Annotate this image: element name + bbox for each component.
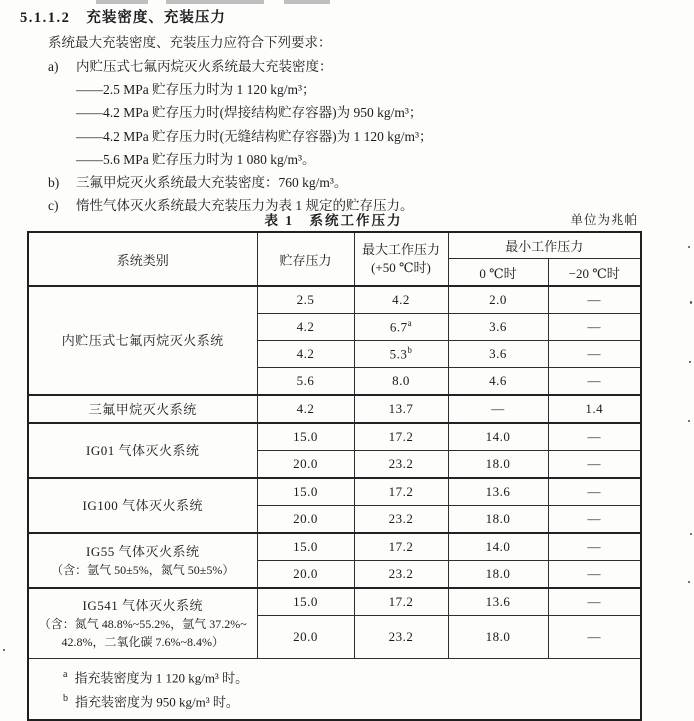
table-body (28, 286, 641, 659)
section-number: 5.1.1.2 (20, 10, 71, 26)
scan-speck (690, 533, 692, 535)
scan-artifact (166, 0, 264, 4)
footnote-marker: b (63, 693, 68, 705)
system-name-line: IG541 气体灭火系统 (82, 598, 203, 613)
min-m20c-cell: — (548, 506, 641, 534)
storage-pressure-cell: 15.0 (257, 423, 354, 451)
system-name-line: 内贮压式七氟丙烷灭火系统 (61, 333, 224, 348)
storage-pressure-cell: 4.2 (257, 314, 354, 341)
table-footnote (63, 664, 636, 688)
system-name-cell (28, 478, 257, 533)
min-m20c-cell: — (548, 533, 641, 561)
table-caption: 表 1 系统工作压力 (264, 213, 403, 228)
scan-artifact (96, 0, 148, 4)
max-pressure-cell (354, 341, 448, 368)
cell-value: 17.2 (388, 429, 414, 444)
min-0c-cell: 18.0 (448, 616, 548, 659)
table-row (28, 533, 641, 561)
max-pressure-cell (354, 616, 448, 659)
min-m20c-cell: — (548, 561, 641, 589)
storage-pressure-cell: 4.2 (257, 341, 354, 368)
min-0c-cell: 18.0 (448, 561, 548, 589)
cell-value: 17.2 (388, 539, 414, 554)
cell-value: 5.3 (389, 346, 408, 362)
table-header (28, 232, 641, 286)
max-pressure-cell (354, 561, 448, 589)
max-pressure-cell (354, 423, 448, 451)
header-line: 最大工作压力 (361, 242, 440, 257)
min-0c-cell: 3.6 (448, 341, 548, 368)
storage-pressure-cell: 15.0 (257, 533, 354, 561)
table-row (28, 395, 641, 423)
system-name-line: 42.8%，二氧化碳 7.6%~8.4%） (61, 635, 224, 649)
system-name-line: （含：氮气 48.8%~55.2%，氩气 37.2%~ (38, 617, 247, 631)
max-pressure-cell (354, 588, 448, 616)
storage-pressure-cell: 20.0 (257, 561, 354, 589)
clause-text: 内贮压式七氟丙烷灭火系统最大充装密度： (76, 59, 333, 74)
table-row (28, 286, 641, 314)
footnote-text: 指充装密度为 950 kg/m³ 时。 (75, 694, 239, 710)
clause-label: a) (48, 59, 59, 74)
min-0c-cell: 4.6 (448, 368, 548, 396)
min-0c-cell: 2.0 (448, 286, 548, 314)
scan-speck (688, 246, 690, 248)
storage-pressure-cell: 2.5 (257, 286, 354, 314)
storage-pressure-cell: 20.0 (257, 451, 354, 479)
column-header-min-0c: 0 ℃时 (448, 259, 548, 287)
table-footnotes (28, 659, 641, 720)
max-pressure-cell (354, 314, 448, 341)
cell-value: 13.7 (388, 401, 414, 416)
section-title: 充装密度、充装压力 (86, 10, 226, 26)
system-name-line: IG01 气体灭火系统 (86, 443, 200, 458)
scan-artifact (284, 0, 330, 4)
table-row (28, 588, 641, 616)
scan-speck (689, 361, 691, 363)
max-pressure-cell (354, 451, 448, 479)
system-name-cell (28, 286, 257, 395)
table-row (28, 659, 641, 720)
min-0c-cell: 14.0 (448, 533, 548, 561)
unit-note: 单位为兆帕 (570, 213, 638, 227)
system-name-cell (28, 533, 257, 588)
footnote-marker: a (63, 669, 68, 680)
column-header-min-m20c: −20 ℃时 (548, 259, 641, 287)
intro-paragraph: 系统最大充装密度、充装压力应符合下列要求： (48, 35, 332, 50)
dash-item: ——4.2 MPa 贮存压力时(焊接结构贮存容器)为 950 kg/m³； (76, 105, 423, 120)
min-m20c-cell: — (548, 616, 641, 659)
storage-pressure-cell: 4.2 (257, 395, 354, 423)
dash-item: ——5.6 MPa 贮存压力时为 1 080 kg/m³。 (76, 152, 316, 167)
min-m20c-cell: — (548, 423, 641, 451)
clause-text: 三氟甲烷灭火系统最大充装密度：760 kg/m³。 (76, 175, 348, 190)
cell-value: 6.7 (389, 319, 408, 335)
cell-value: 17.2 (388, 594, 414, 609)
max-pressure-cell (354, 533, 448, 561)
min-m20c-cell: — (548, 314, 641, 341)
system-name-cell (28, 395, 257, 423)
column-header-min-pressure: 最小工作压力 (448, 232, 641, 259)
cell-value: 23.2 (388, 511, 414, 526)
clause-label: b) (48, 175, 60, 190)
min-m20c-cell: — (548, 341, 641, 368)
clause-label: c) (48, 198, 59, 213)
max-pressure-cell (354, 286, 448, 314)
min-m20c-cell: 1.4 (548, 395, 641, 423)
scan-speck (688, 581, 690, 583)
storage-pressure-cell: 20.0 (257, 616, 354, 659)
min-m20c-cell: — (548, 451, 641, 479)
table-caption-row (27, 209, 640, 229)
header-line: (+50 ℃时) (371, 260, 431, 275)
min-0c-cell: 13.6 (448, 588, 548, 616)
storage-pressure-cell: 20.0 (257, 506, 354, 534)
system-name-line: IG55 气体灭火系统 (86, 544, 200, 559)
system-working-pressure-table (27, 231, 642, 721)
table-header-row (28, 232, 641, 259)
min-m20c-cell: — (548, 588, 641, 616)
table-row (28, 478, 641, 506)
min-0c-cell: 13.6 (448, 478, 548, 506)
system-name-line: 三氟甲烷灭火系统 (88, 401, 197, 417)
min-0c-cell: 18.0 (448, 506, 548, 534)
column-header-max-pressure (354, 232, 448, 286)
max-pressure-cell (354, 395, 448, 423)
min-0c-cell: — (448, 395, 548, 423)
system-name-line: （含：氩气 50±5%，氮气 50±5%） (51, 563, 235, 577)
table-row (28, 423, 641, 451)
scan-speck (690, 301, 692, 304)
min-m20c-cell: — (548, 286, 641, 314)
max-pressure-cell (354, 478, 448, 506)
system-name-cell (28, 588, 257, 659)
cell-value: 4.2 (392, 292, 410, 307)
min-0c-cell: 18.0 (448, 451, 548, 479)
scan-speck (3, 649, 5, 651)
footnote-marker: a (407, 318, 413, 329)
footnotes-cell (28, 659, 641, 720)
dash-item: ——4.2 MPa 贮存压力时(无缝结构贮存容器)为 1 120 kg/m³； (76, 129, 433, 144)
column-header-system: 系统类别 (28, 232, 257, 286)
storage-pressure-cell: 5.6 (257, 368, 354, 396)
scan-speck (688, 420, 690, 422)
footnote-marker: b (407, 345, 413, 356)
clause-text: 惰性气体灭火系统最大充装压力为表 1 规定的贮存压力。 (76, 198, 414, 213)
cell-value: 8.0 (392, 373, 410, 388)
min-m20c-cell: — (548, 368, 641, 396)
footnote-text: 指充装密度为 1 120 kg/m³ 时。 (74, 670, 249, 686)
min-m20c-cell: — (548, 478, 641, 506)
min-0c-cell: 14.0 (448, 423, 548, 451)
min-0c-cell: 3.6 (448, 314, 548, 341)
cell-value: 23.2 (388, 629, 414, 644)
max-pressure-cell (354, 368, 448, 396)
cell-value: 23.2 (388, 566, 414, 581)
storage-pressure-cell: 15.0 (257, 478, 354, 506)
storage-pressure-cell: 15.0 (257, 588, 354, 616)
max-pressure-cell (354, 506, 448, 534)
clause-a (48, 55, 333, 75)
section-heading (20, 6, 226, 27)
dash-item: ——2.5 MPa 贮存压力时为 1 120 kg/m³； (76, 82, 316, 97)
cell-value: 23.2 (388, 456, 414, 471)
column-header-storage-pressure: 贮存压力 (257, 232, 354, 286)
table-footnote (63, 688, 636, 712)
clause-b (48, 171, 347, 191)
cell-value: 17.2 (388, 484, 414, 499)
system-name-cell (28, 423, 257, 478)
system-name-line: IG100 气体灭火系统 (82, 498, 203, 513)
